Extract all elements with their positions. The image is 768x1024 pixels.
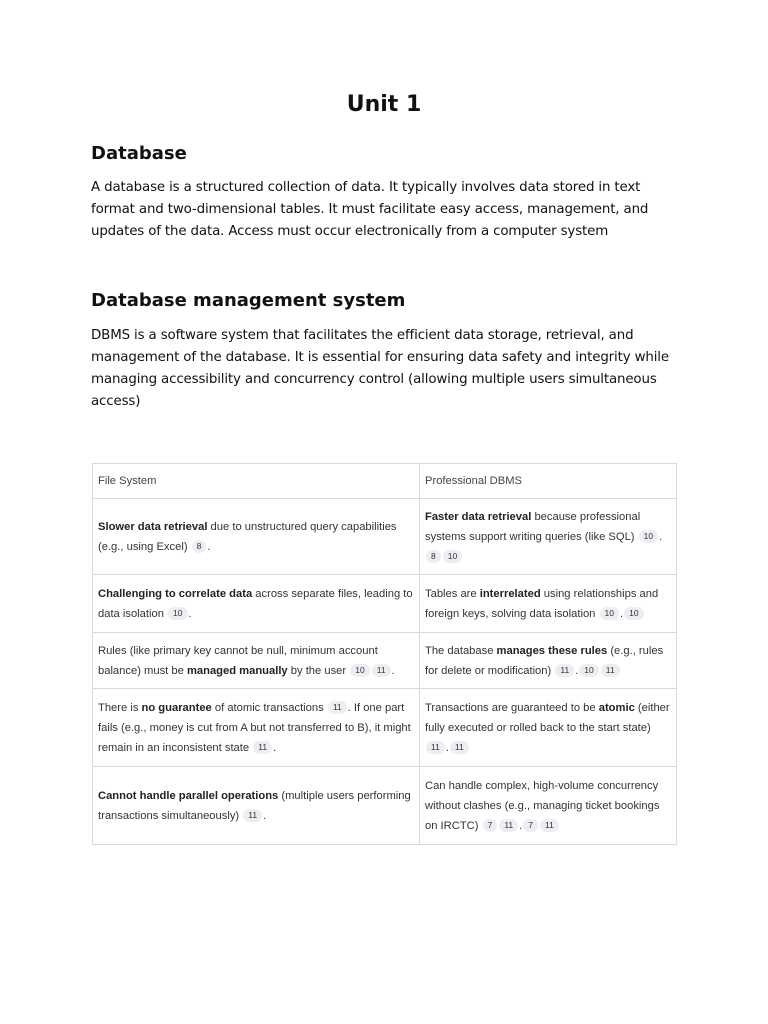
table-row — [93, 633, 677, 689]
cell-text: . — [391, 664, 395, 677]
citation-badge[interactable]: 11 — [243, 809, 262, 822]
table-cell-file-system — [93, 499, 420, 575]
citation-badge[interactable]: 11 — [450, 741, 469, 754]
table-header-cell: Professional DBMS — [420, 464, 677, 499]
citation-separator: . — [519, 819, 523, 832]
cell-text: across separate files, leading to data isolation — [98, 587, 413, 620]
table-cell-file-system — [93, 575, 420, 633]
citation-separator: . — [575, 664, 579, 677]
cell-text: (e.g., rules for delete or modification) — [425, 644, 664, 677]
table-cell-file-system — [93, 689, 420, 767]
cell-bold-text: atomic — [598, 701, 635, 714]
cell-text: due to unstructured query capabilities (e.g., using Excel) — [98, 520, 397, 553]
citation-badge[interactable]: 10 — [579, 664, 598, 677]
citation-badge[interactable]: 10 — [443, 550, 462, 563]
cell-text: . — [263, 809, 267, 822]
table-cell-dbms — [420, 633, 677, 689]
citation-badge[interactable]: 7 — [523, 819, 538, 832]
citation-badge[interactable]: 11 — [601, 664, 620, 677]
cell-bold-text: Faster data retrieval — [425, 510, 532, 523]
cell-bold-text: managed manually — [186, 664, 288, 677]
cell-text: Transactions are guaranteed to be — [425, 701, 599, 714]
comparison-table — [92, 463, 677, 845]
cell-text: . If one part fails (e.g., money is cut from A but not transferred to B), it might remain in an inconsistent state — [98, 701, 411, 754]
citation-badge[interactable]: 10 — [168, 607, 187, 620]
cell-text: . — [188, 607, 192, 620]
citation-badge[interactable]: 11 — [499, 819, 518, 832]
table-cell-dbms — [420, 767, 677, 845]
cell-text: because professional systems support writing queries (like SQL) — [425, 510, 641, 543]
cell-bold-text: no guarantee — [141, 701, 212, 714]
citation-badge[interactable]: 11 — [328, 701, 347, 714]
citation-badge[interactable]: 10 — [350, 664, 369, 677]
table-cell-dbms — [420, 689, 677, 767]
cell-text: of atomic transactions — [211, 701, 327, 714]
cell-bold-text: Cannot handle parallel operations — [98, 789, 279, 802]
cell-text: . — [273, 741, 277, 754]
cell-text: There is — [98, 701, 142, 714]
cell-text: by the user — [287, 664, 350, 677]
table-row — [93, 575, 677, 633]
citation-separator: . — [445, 741, 449, 754]
citation-badge[interactable]: 10 — [624, 607, 643, 620]
table-row — [93, 689, 677, 767]
cell-text: Rules (like primary key cannot be null, minimum account balance) must be — [98, 644, 378, 677]
section-heading-dbms: Database management system — [91, 290, 406, 311]
cell-text: The database — [425, 644, 497, 657]
cell-text: Tables are — [425, 587, 480, 600]
citation-badge[interactable]: 11 — [253, 741, 272, 754]
cell-text: . — [207, 540, 211, 553]
citation-separator: . — [619, 607, 624, 620]
cell-text: using relationships and foreign keys, solving data isolation — [425, 587, 659, 620]
section-heading-database: Database — [91, 143, 187, 164]
cell-text: (multiple users performing transactions simultaneously) — [98, 789, 411, 822]
table-cell-file-system — [93, 767, 420, 845]
citation-badge[interactable]: 8 — [426, 550, 441, 563]
citation-badge[interactable]: 7 — [483, 819, 498, 832]
cell-text: (either fully executed or rolled back to the start state) — [425, 701, 670, 734]
citation-badge[interactable]: 11 — [426, 741, 445, 754]
table-header-row — [93, 464, 677, 499]
citation-badge[interactable]: 10 — [600, 607, 619, 620]
cell-bold-text: Slower data retrieval — [98, 520, 208, 533]
table-cell-dbms — [420, 575, 677, 633]
page-title: Unit 1 — [346, 92, 422, 117]
cell-bold-text: Challenging to correlate data — [98, 587, 253, 600]
table-header-cell: File System — [93, 464, 420, 499]
table-row — [93, 499, 677, 575]
table-cell-file-system — [93, 633, 420, 689]
table-row — [93, 767, 677, 845]
citation-badge[interactable]: 11 — [540, 819, 559, 832]
citation-badge[interactable]: 11 — [372, 664, 391, 677]
citation-badge[interactable]: 10 — [639, 530, 658, 543]
cell-text: Can handle complex, high-volume concurrency without clashes (e.g., managing ticket bookings on IRCTC) — [425, 779, 660, 832]
citation-badge[interactable]: 8 — [192, 540, 207, 553]
paragraph-database: A database is a structured collection of data. It typically involves data stored in text format and two-dimensional tables. It must facilitate easy access, management, and updates of the data. Access must occur electronically from a computer system — [91, 180, 649, 239]
table-cell-dbms — [420, 499, 677, 575]
citation-badge[interactable]: 11 — [555, 664, 574, 677]
citation-separator: . — [659, 530, 663, 543]
paragraph-dbms: DBMS is a software system that facilitates the efficient data storage, retrieval, and management of the database. It is essential for ensuring data safety and integrity while managing accessibility and concurrency control (allowing multiple users simultaneous access) — [91, 328, 669, 409]
cell-bold-text: manages these rules — [496, 644, 608, 657]
cell-bold-text: interrelated — [479, 587, 541, 600]
